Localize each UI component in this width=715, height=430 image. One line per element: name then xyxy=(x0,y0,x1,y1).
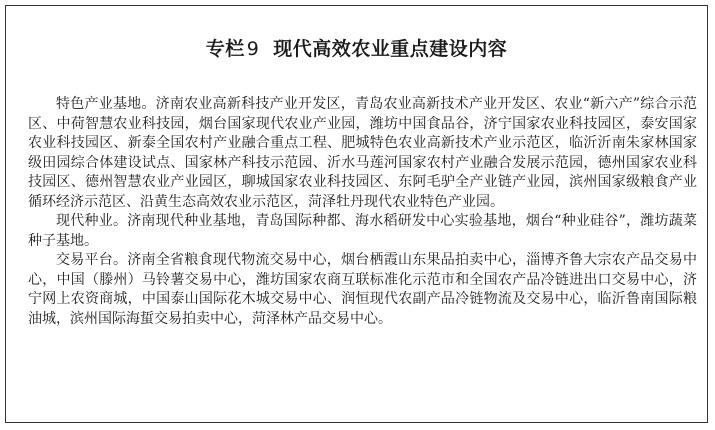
column-title xyxy=(6,34,707,61)
column-label: 专栏 xyxy=(205,38,245,60)
paragraph-specialty-bases: 特色产业基地。济南农业高新科技产业开发区，青岛农业高新技术产业开发区、农业“新六产”综合示范区、中荷智慧农业科技园，烟台国家现代农业产业园，潍坊中国食品谷，济宁国家农业科技园区，泰安国家农业科技园区、新泰全国农村产业融合重点工程、肥城特色农业高新技术产业示范区，临沂沂南朱家林国家级田园综合体建设试点、国家林产科技示范园、沂水马莲河国家农村产业融合发展示范园，德州国家农业科技园区、德州智慧农业产业园区，聊城国家农业科技园区、东阿毛驴全产业链产业园，滨州国家级粮食产业循环经济示范区、沿黄生态高效农业示范区，菏泽牡丹现代农业特色产业园。 xyxy=(28,96,697,210)
paragraph-modern-seed-industry: 现代种业。济南现代种业基地，青岛国际种都、海水稻研发中心实验基地，烟台“种业硅谷”，潍坊蔬菜种子基地。 xyxy=(28,213,697,249)
column-box xyxy=(5,5,708,423)
column-heading: 现代高效农业重点建设内容 xyxy=(273,38,508,60)
paragraph-trading-platforms: 交易平台。济南全省粮食现代物流交易中心，烟台栖霞山东果品拍卖中心，淄博齐鲁大宗农产品交易中心，中国（滕州）马铃薯交易中心，潍坊国家农商互联标准化示范市和全国农产品冷链进出口交易中心，济宁网上农资商城，中国泰山国际花木城交易中心、润恒现代农副产品冷链物流及交易中心，临沂鲁南国际粮油城，滨州国际海蜇交易拍卖中心，菏泽林产品交易中心。 xyxy=(28,252,697,327)
column-body xyxy=(28,95,697,329)
column-number: 9 xyxy=(246,38,260,60)
